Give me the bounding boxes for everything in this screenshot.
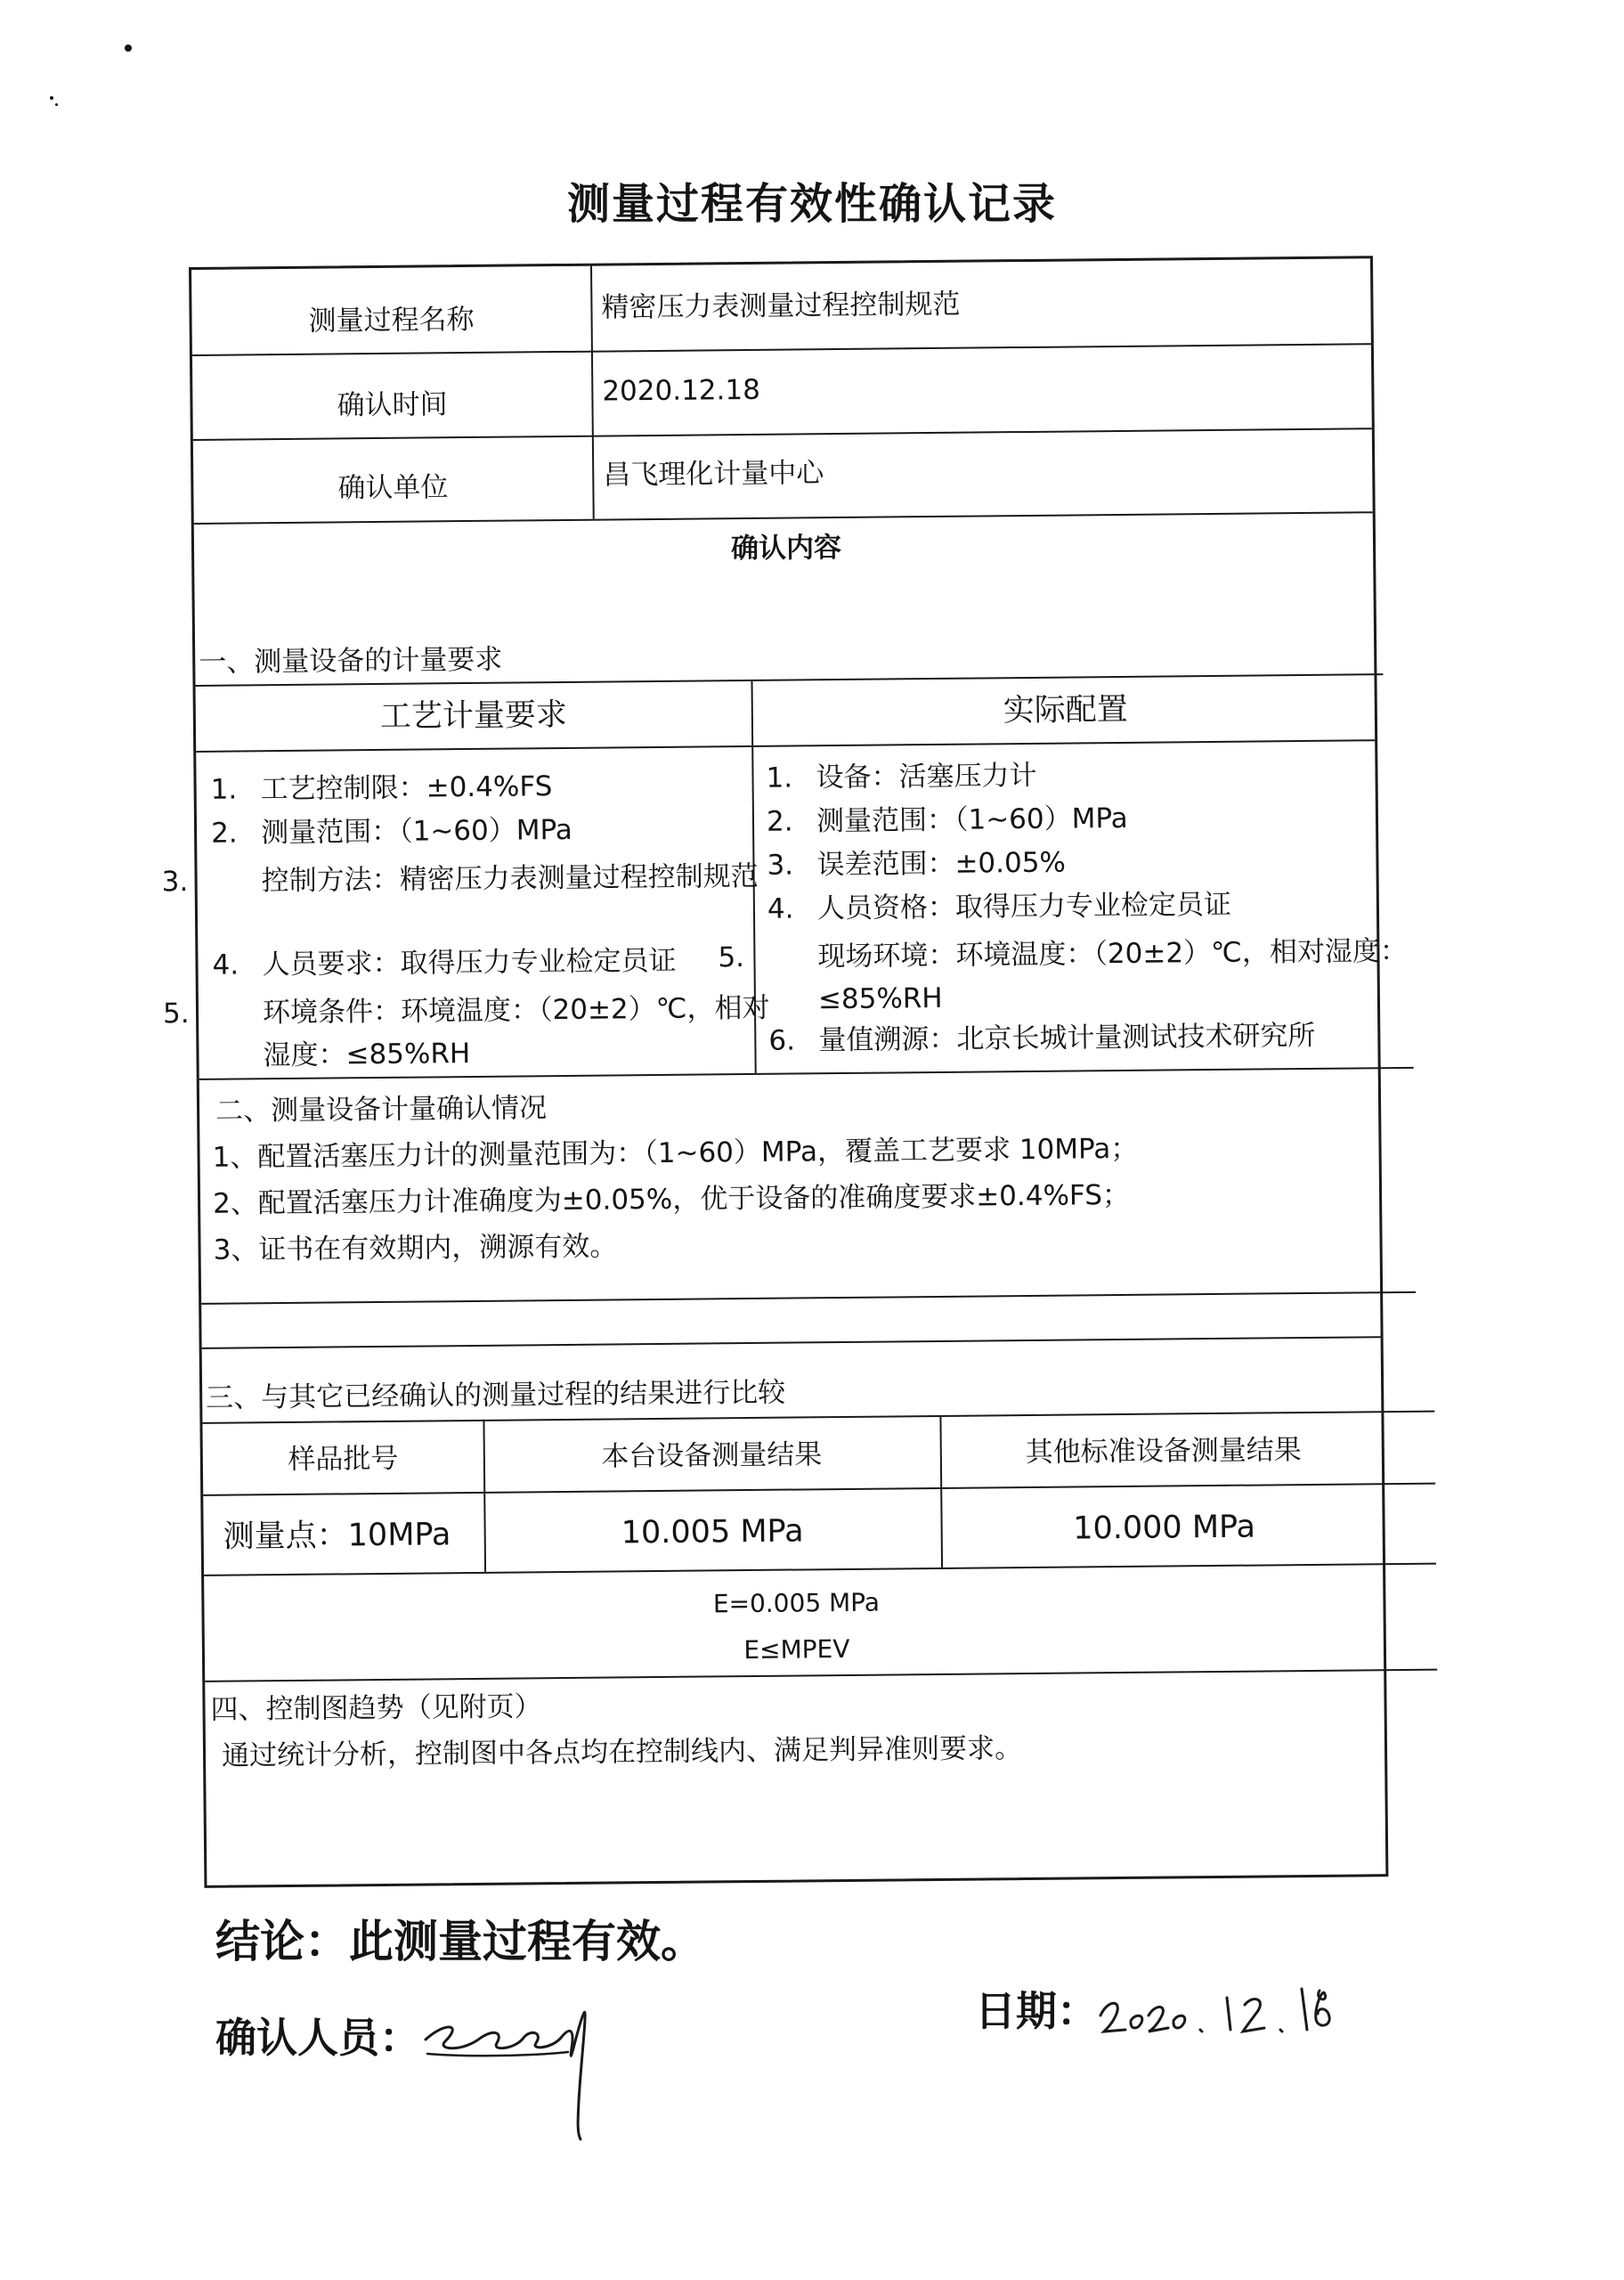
rule [194,511,1373,525]
section2-heading: 二、测量设备计量确认情况 [215,1092,548,1128]
section4-text: 通过统计分析，控制图中各点均在控制线内、满足判异准则要求。 [221,1732,1023,1772]
list-item: 4. 人员要求：取得压力专业检定员证 [212,944,677,981]
section2-line: 2、配置活塞压力计准确度为±0.05%，优于设备的准确度要求±0.4%FS； [212,1178,1131,1220]
scan-speck [125,45,132,52]
section1-heading: 一、测量设备的计量要求 [199,643,503,679]
list-item: 4. 人员资格：取得压力专业检定员证 [767,888,1232,925]
rule [205,1669,1437,1682]
header-label-confirm-unit: 确认单位 [337,471,449,505]
header-value-confirm-unit: 昌飞理化计量中心 [603,457,824,492]
signer-label: 确认人员： [215,2014,420,2062]
page-title: 测量过程有效性确认记录 [566,179,1057,229]
error-value: E=0.005 MPa [712,1587,881,1619]
scan-speck [50,96,53,100]
configuration-header: 实际配置 [1003,691,1129,729]
rule [203,1483,1435,1496]
handwritten-date [1095,1964,1336,2053]
list-item: 2. 测量范围：（1~60）MPa [766,802,1128,838]
section2-line: 3、证书在有效期内，溯源有效。 [213,1230,618,1266]
other-device-result: 10.000 MPa [1073,1509,1256,1547]
rule [204,1563,1436,1576]
header-label-confirm-time: 确认时间 [337,388,448,422]
content-title: 确认内容 [730,531,842,566]
header-value-confirm-time: 2020.12.18 [602,373,761,408]
this-device-result: 10.005 MPa [621,1513,804,1551]
list-item: 1. 工艺控制限：±0.4%FS [210,770,553,806]
rule [202,1336,1381,1349]
rule [196,739,1375,753]
conclusion: 结论：此测量过程有效。 [215,1916,705,1967]
error-criterion: E≤MPEV [743,1633,850,1665]
record-form [161,256,1409,1888]
column-header-batch: 样品批号 [288,1442,399,1476]
section4-heading: 四、控制图趋势（见附页） [210,1690,542,1726]
list-item: 5. 环境条件：环境温度：（20±2）℃，相对湿度：≤85%RH [162,991,770,1072]
measure-point: 测量点：10MPa [223,1517,451,1555]
rule [193,428,1372,441]
list-item: 5. 现场环境：环境温度：（20±2）℃，相对湿度：≤85%RH [718,934,1409,1016]
handwritten-signature [418,1986,623,2146]
list-item: 1. 设备：活塞压力计 [766,759,1037,794]
list-item: 3. 误差范围：±0.05% [767,846,1067,882]
scan-speck [55,103,58,106]
list-item: 3. 控制方法：精密压力表测量过程控制规范 [161,859,759,899]
header-value-process-name: 精密压力表测量过程控制规范 [601,288,961,324]
column-header-this-device: 本台设备测量结果 [601,1438,823,1473]
rule [201,1291,1416,1305]
list-item: 2. 测量范围：（1~60）MPa [210,813,572,850]
section2-line: 1、配置活塞压力计的测量范围为：（1~60）MPa，覆盖工艺要求 10MPa； [212,1132,1139,1174]
requirements-header: 工艺计量要求 [379,696,568,735]
date-label: 日期： [975,1987,1098,2035]
rule [192,343,1371,356]
column-header-other-device: 其他标准设备测量结果 [1025,1434,1302,1470]
header-label-process-name: 测量过程名称 [308,303,475,338]
section3-heading: 三、与其它已经确认的测量过程的结果进行比较 [206,1376,786,1414]
list-item: 6. 量值溯源：北京长城计量测试技术研究所 [768,1019,1316,1057]
